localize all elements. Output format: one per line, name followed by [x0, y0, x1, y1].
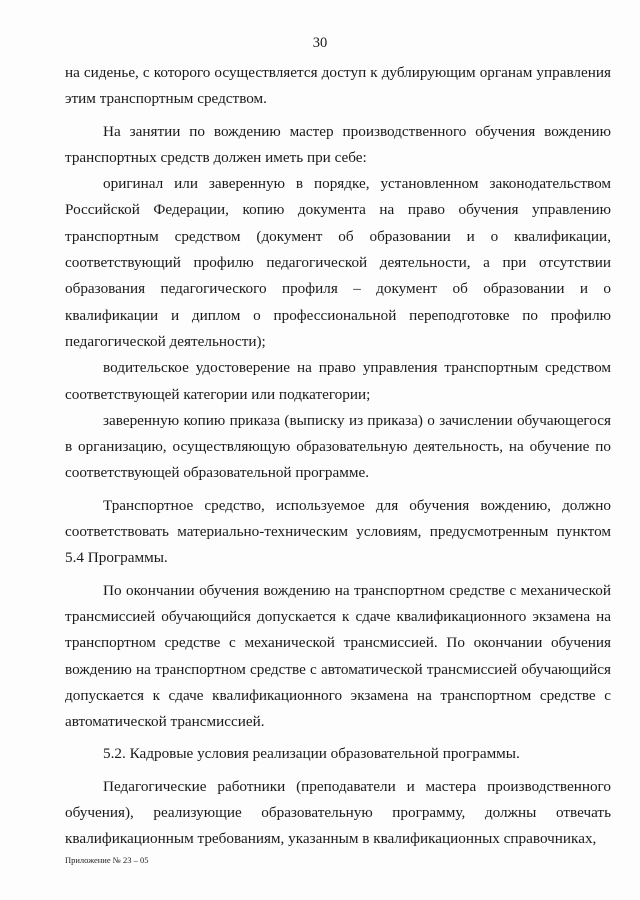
page-footer: Приложение № 23 – 05 — [65, 855, 149, 865]
paragraph-enrollment-order: заверенную копию приказа (выписку из приказа) о зачислении обучающегося в организацию, осуществляющую образовательную деятельность, на обучение по соответствующей образовательной программе. — [65, 411, 611, 482]
page-body — [65, 60, 611, 853]
paragraph-training-vehicle: Транспортное средство, используемое для обучения вождению, должно соответствовать материально-техническим условиям, предусмотренным пунктом 5.4 Программы. — [65, 496, 611, 567]
paragraph-teaching-staff: Педагогические работники (преподаватели и мастера производственного обучения), реализующие образовательную программу, должны отвечать квалификационным требованиям, указанным в квалификационных справочниках, — [65, 777, 611, 848]
paragraph-continuation: на сиденье, с которого осуществляется доступ к дублирующим органам управления этим транспортным средством. — [65, 64, 611, 108]
paragraph-transmission-exam: По окончании обучения вождению на транспортном средстве с механической трансмиссией обучающийся допускается к сдаче квалификационного экзамена на транспортном средстве с механической трансмиссией. По окончании обучения вождению на транспортном средстве с автоматической трансмиссией обучающийся допускается к сдаче квалификационного экзамена на транспортном средстве с автоматической трансмиссией. — [65, 581, 611, 731]
paragraph-drivers-license: водительское удостоверение на право управления транспортным средством соответствующей категории или подкатегории; — [65, 359, 611, 403]
page-number: 30 — [312, 35, 328, 51]
section-heading-staffing: 5.2. Кадровые условия реализации образовательной программы. — [103, 745, 520, 763]
paragraph-original-document: оригинал или заверенную в порядке, установленном законодательством Российской Федерации, копию документа на право обучения управлению транспортным средством (документ об образовании и о квалификации, соответствующий профилю педагогической деятельности, а при отсутствии образования педагогического профиля – документ об образовании и о квалификации и диплом о профессиональной переподготовке по профилю педагогической деятельности); — [65, 175, 611, 350]
paragraph-driving-lesson: На занятии по вождению мастер производственного обучения вождению транспортных средств должен иметь при себе: — [65, 122, 611, 166]
